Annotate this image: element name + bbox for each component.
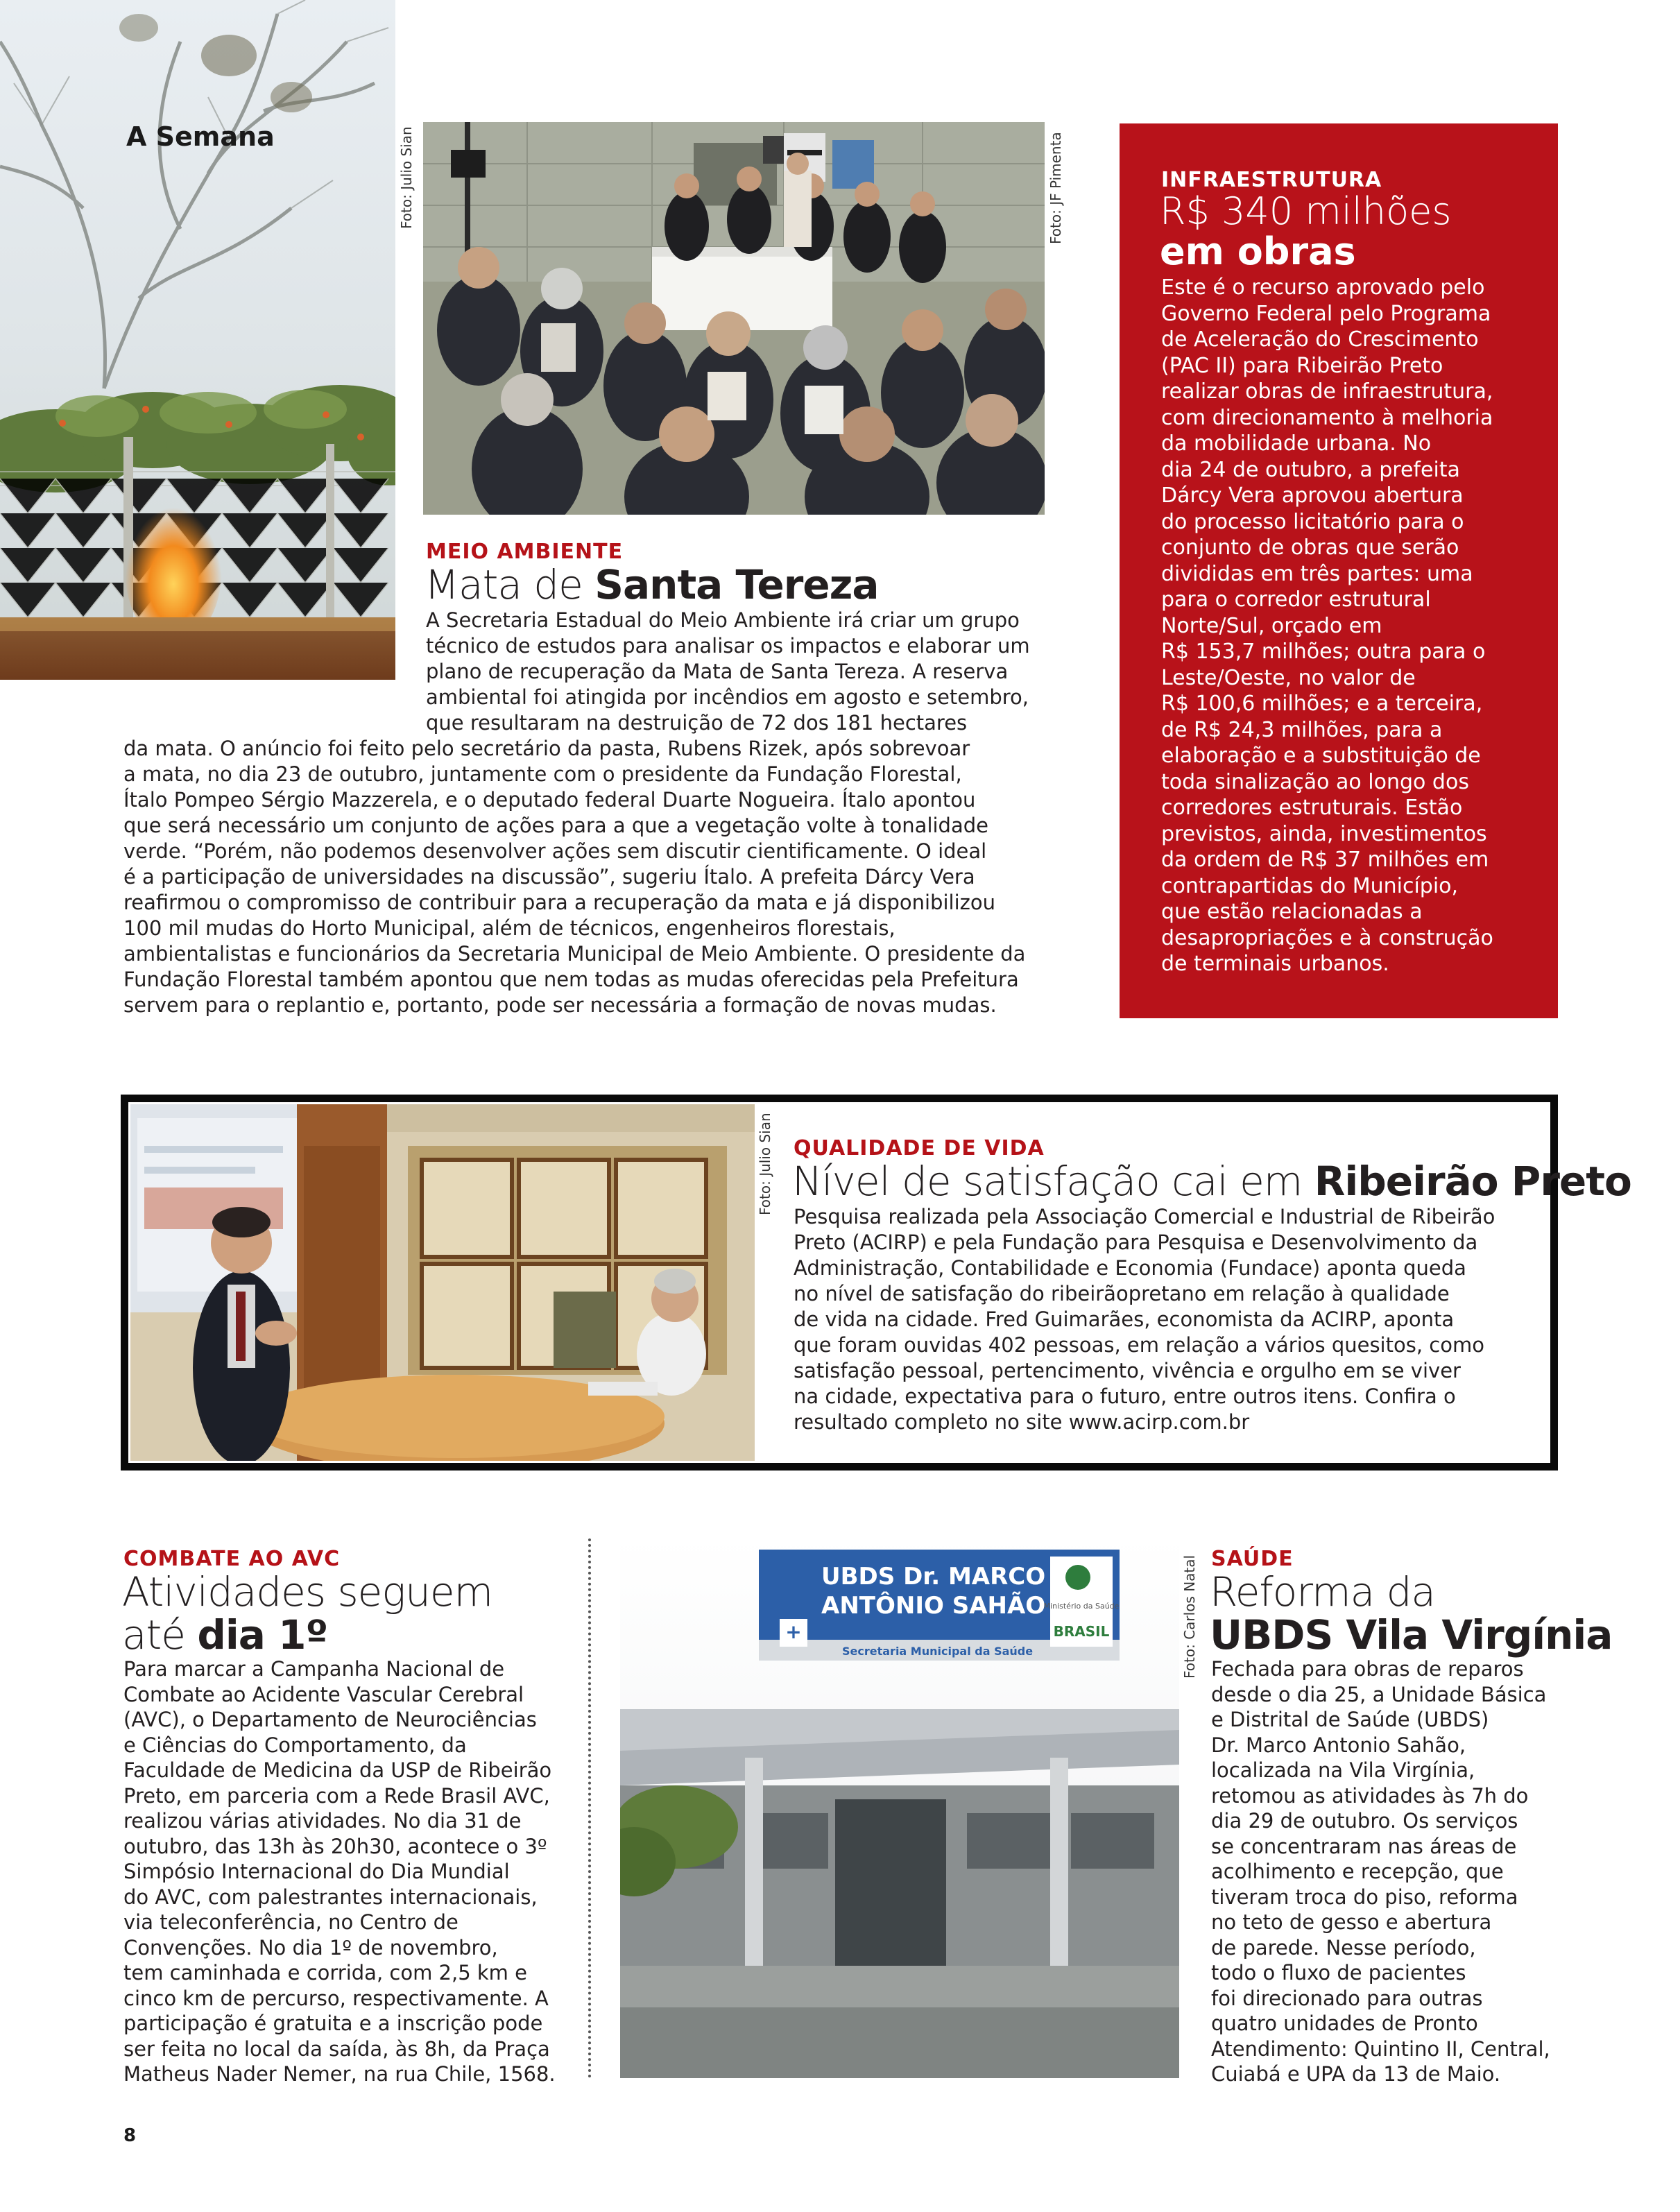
body-line: quatro unidades de Pronto — [1211, 2012, 1478, 2035]
body-line: Dr. Marco Antonio Sahão, — [1211, 1733, 1466, 1757]
body-line: ser feita no local da saída, às 8h, da Praça — [123, 2037, 550, 2061]
body-line: da mata. O anúncio foi feito pelo secretário da pasta, Rubens Rizek, após sobrevoar — [123, 737, 970, 760]
body-line: Ítalo Pompeo Sérgio Mazzerela, e o deputado federal Duarte Nogueira. Ítalo apontou — [123, 788, 976, 812]
title-light-part: até — [122, 1611, 198, 1658]
body-line: da mobilidade urbana. No — [1161, 431, 1432, 456]
body-line: da ordem de R$ 37 milhões em — [1161, 848, 1489, 872]
photo-mata-fire — [0, 0, 395, 680]
body-line: Convenções. No dia 1º de novembro, — [123, 1935, 498, 1960]
body-line: R$ 153,7 milhões; outra para o — [1161, 640, 1486, 664]
body-line: A Secretaria Estadual do Meio Ambiente irá criar um grupo — [426, 608, 1020, 632]
body-line: do AVC, com palestrantes internacionais, — [123, 1885, 538, 1909]
body-line: de terminais urbanos. — [1161, 952, 1389, 976]
sign-line-1: UBDS Dr. MARCO — [821, 1563, 1046, 1591]
title-bold-part: Ribeirão Preto — [1314, 1158, 1631, 1205]
article-title-line1: Reforma da — [1210, 1568, 1435, 1615]
sign-line-2: ANTÔNIO SAHÃO — [821, 1592, 1046, 1620]
body-line: de parede. Nesse período, — [1211, 1935, 1476, 1960]
body-line: divididas em três partes: uma — [1161, 561, 1473, 586]
body-line: Governo Federal pelo Programa — [1161, 301, 1491, 326]
article-body — [123, 1656, 556, 2087]
photo-credit: Foto: Carlos Natal — [1181, 1554, 1198, 1679]
photo-meeting — [423, 122, 1045, 515]
body-line: e Ciências do Comportamento, da — [123, 1733, 467, 1757]
article-body — [1161, 275, 1493, 977]
article-kicker: SAÚDE — [1211, 1547, 1294, 1571]
body-line: previstos, ainda, investimentos — [1161, 821, 1487, 846]
body-line: Atendimento: Quintino II, Central, — [1211, 2037, 1550, 2061]
body-line: Matheus Nader Nemer, na rua Chile, 1568. — [123, 2062, 556, 2086]
article-kicker: INFRAESTRUTURA — [1161, 168, 1382, 192]
body-line: Fundação Florestal também apontou que nem todas as mudas oferecidas pela Prefeitura — [123, 968, 1019, 991]
body-line: Preto (ACIRP) e pela Fundação para Pesquisa e Desenvolvimento da — [794, 1231, 1478, 1254]
body-line: com direcionamento à melhoria — [1161, 405, 1493, 430]
body-line: dia 24 de outubro, a prefeita — [1161, 457, 1460, 482]
title-light-part: Nível de satisfação cai em — [792, 1158, 1314, 1205]
article-title-light: R$ 340 milhões — [1160, 189, 1452, 233]
body-line: retomou as atividades às 7h do — [1211, 1783, 1529, 1808]
body-line: toda sinalização ao longo dos — [1161, 769, 1469, 794]
photo-credit: Foto: JF Pimenta — [1047, 132, 1064, 244]
body-line: Fechada para obras de reparos — [1211, 1657, 1524, 1681]
body-line: na cidade, expectativa para o futuro, entre outros itens. Confira o — [794, 1384, 1456, 1408]
body-line: (AVC), o Departamento de Neurociências — [123, 1708, 537, 1731]
body-line: no nível de satisfação do ribeirãopretano em relação à qualidade — [794, 1282, 1450, 1305]
body-line: Dárcy Vera aprovou abertura — [1161, 483, 1464, 508]
article-body — [794, 1204, 1495, 1435]
article-title-line1: Atividades seguem — [122, 1568, 493, 1615]
body-line: verde. “Porém, não podemos desenvolver ações sem discutir cientificamente. O ideal — [123, 839, 987, 863]
body-line: Norte/Sul, orçado em — [1161, 613, 1382, 638]
body-line: Este é o recurso aprovado pelo — [1161, 275, 1485, 300]
article-body — [1211, 1656, 1550, 2087]
body-line: dia 29 de outubro. Os serviços — [1211, 1809, 1518, 1833]
body-line: via teleconferência, no Centro de — [123, 1910, 458, 1934]
body-line: foi direcionado para outras — [1211, 1986, 1483, 2010]
article-kicker: COMBATE AO AVC — [123, 1547, 341, 1571]
article-title — [792, 1160, 1631, 1203]
body-line: e Distrital de Saúde (UBDS) — [1211, 1708, 1489, 1731]
body-line: é a participação de universidades na discussão”, sugeriu Ítalo. A prefeita Dárcy Vera — [123, 865, 975, 889]
article-title-line2 — [122, 1613, 327, 1656]
article-kicker: MEIO AMBIENTE — [426, 540, 624, 564]
infra-box — [1120, 123, 1558, 1018]
body-line: técnico de estudos para analisar os impactos e elaborar um — [426, 634, 1030, 658]
sign-brasil: BRASIL — [1053, 1623, 1110, 1640]
body-line: tem caminhada e corrida, com 2,5 km e — [123, 1961, 527, 1984]
body-line: que resultaram na destruição de 72 dos 181 hectares — [426, 711, 968, 735]
body-line: Leste/Oeste, no valor de — [1161, 665, 1416, 690]
body-line: de vida na cidade. Fred Guimarães, economista da ACIRP, aponta — [794, 1308, 1455, 1331]
body-line: realizou várias atividades. No dia 31 de — [123, 1809, 522, 1833]
body-line: reafirmou o compromisso de contribuir para a recuperação da mata e já disponibilizou — [123, 891, 995, 914]
body-line: corredores estruturais. Estão — [1161, 796, 1463, 820]
sign-line-3: Secretaria Municipal da Saúde — [842, 1645, 1034, 1658]
title-light-part: Mata de — [425, 561, 595, 608]
article-title-bold: em obras — [1160, 230, 1356, 273]
article-title-bold: UBDS Vila Virgínia — [1210, 1611, 1613, 1658]
body-line: Cuiabá e UPA da 13 de Maio. — [1211, 2062, 1501, 2086]
column-divider — [588, 1538, 591, 2078]
article-kicker: QUALIDADE DE VIDA — [794, 1136, 1045, 1160]
title-bold-part: dia 1º — [197, 1611, 328, 1658]
body-line: de R$ 24,3 milhões, para a — [1161, 717, 1443, 742]
body-line: que foram ouvidas 402 pessoas, em relação a vários quesitos, como — [794, 1333, 1484, 1357]
body-line: 100 mil mudas do Horto Municipal, além de técnicos, engenheiros florestais, — [123, 916, 895, 940]
body-line: localizada na Vila Virgínia, — [1211, 1758, 1475, 1782]
svg-text:+: + — [785, 1620, 802, 1643]
body-line: se concentraram nas áreas de — [1211, 1834, 1517, 1858]
body-line: contrapartidas do Município, — [1161, 873, 1459, 898]
body-line: no teto de gesso e abertura — [1211, 1910, 1492, 1934]
body-line: todo o fluxo de pacientes — [1211, 1961, 1466, 1984]
body-line: Pesquisa realizada pela Associação Comercial e Industrial de Ribeirão — [794, 1205, 1495, 1228]
body-line: Administração, Contabilidade e Economia (Fundace) aponta queda — [794, 1256, 1466, 1280]
section-label: A Semana — [126, 121, 275, 152]
photo-ubds-building — [620, 1536, 1179, 2078]
body-line: conjunto de obras que serão — [1161, 535, 1459, 560]
body-line: desde o dia 25, a Unidade Básica — [1211, 1682, 1547, 1706]
page-number: 8 — [123, 2125, 137, 2146]
title-bold-part: Santa Tereza — [594, 561, 879, 608]
body-line: elaboração e a substituição de — [1161, 744, 1481, 768]
body-line: desapropriações e à construção — [1161, 925, 1493, 950]
body-line: do processo licitatório para o — [1161, 509, 1464, 534]
photo-credit: Foto: Julio Sian — [398, 126, 415, 229]
body-line: que estão relacionadas a — [1161, 900, 1423, 924]
body-line: para o corredor estrutural — [1161, 588, 1431, 612]
photo-presentation — [130, 1104, 755, 1461]
body-line: servem para o replantio e, portanto, pode ser necessária a formação de novas mudas. — [123, 993, 997, 1017]
body-line: de Aceleração do Crescimento — [1161, 327, 1479, 352]
article-title — [425, 563, 879, 606]
photo-credit: Foto: Julio Sian — [757, 1113, 773, 1215]
body-line: R$ 100,6 milhões; e a terceira, — [1161, 692, 1483, 716]
body-line: participação é gratuita e a inscrição pode — [123, 2012, 543, 2035]
body-line: Simpósio Internacional do Dia Mundial — [123, 1860, 510, 1883]
body-line: plano de recuperação da Mata de Santa Tereza. A reserva — [426, 660, 1009, 683]
body-line: outubro, das 13h às 20h30, acontece o 3º — [123, 1834, 547, 1858]
body-line: cinco km de percurso, respectivamente. A — [123, 1986, 549, 2010]
body-line: a mata, no dia 23 de outubro, juntamente com o presidente da Fundação Florestal, — [123, 762, 962, 786]
body-line: Faculdade de Medicina da USP de Ribeirão — [123, 1758, 552, 1782]
body-line: resultado completo no site www.acirp.com.br — [794, 1410, 1250, 1434]
sign-ministry: Ministério da Saúde — [1043, 1602, 1120, 1611]
body-line: ambientalistas e funcionários da Secretaria Municipal de Meio Ambiente. O presidente da — [123, 942, 1026, 966]
body-line: que será necessário um conjunto de ações para a que a vegetação volte à tonalidade — [123, 814, 988, 837]
body-line: (PAC II) para Ribeirão Preto — [1161, 353, 1443, 378]
body-line: tiveram troca do piso, reforma — [1211, 1885, 1518, 1909]
body-line: Combate ao Acidente Vascular Cerebral — [123, 1682, 524, 1706]
body-line: ambiental foi atingida por incêndios em agosto e setembro, — [426, 685, 1029, 709]
body-line: Para marcar a Campanha Nacional de — [123, 1657, 505, 1681]
body-line: Preto, em parceria com a Rede Brasil AVC, — [123, 1783, 550, 1808]
body-line: satisfação pessoal, pertencimento, vivência e orgulho em se viver — [794, 1359, 1461, 1382]
body-line: realizar obras de infraestrutura, — [1161, 379, 1493, 404]
body-line: acolhimento e recepção, que — [1211, 1860, 1504, 1883]
